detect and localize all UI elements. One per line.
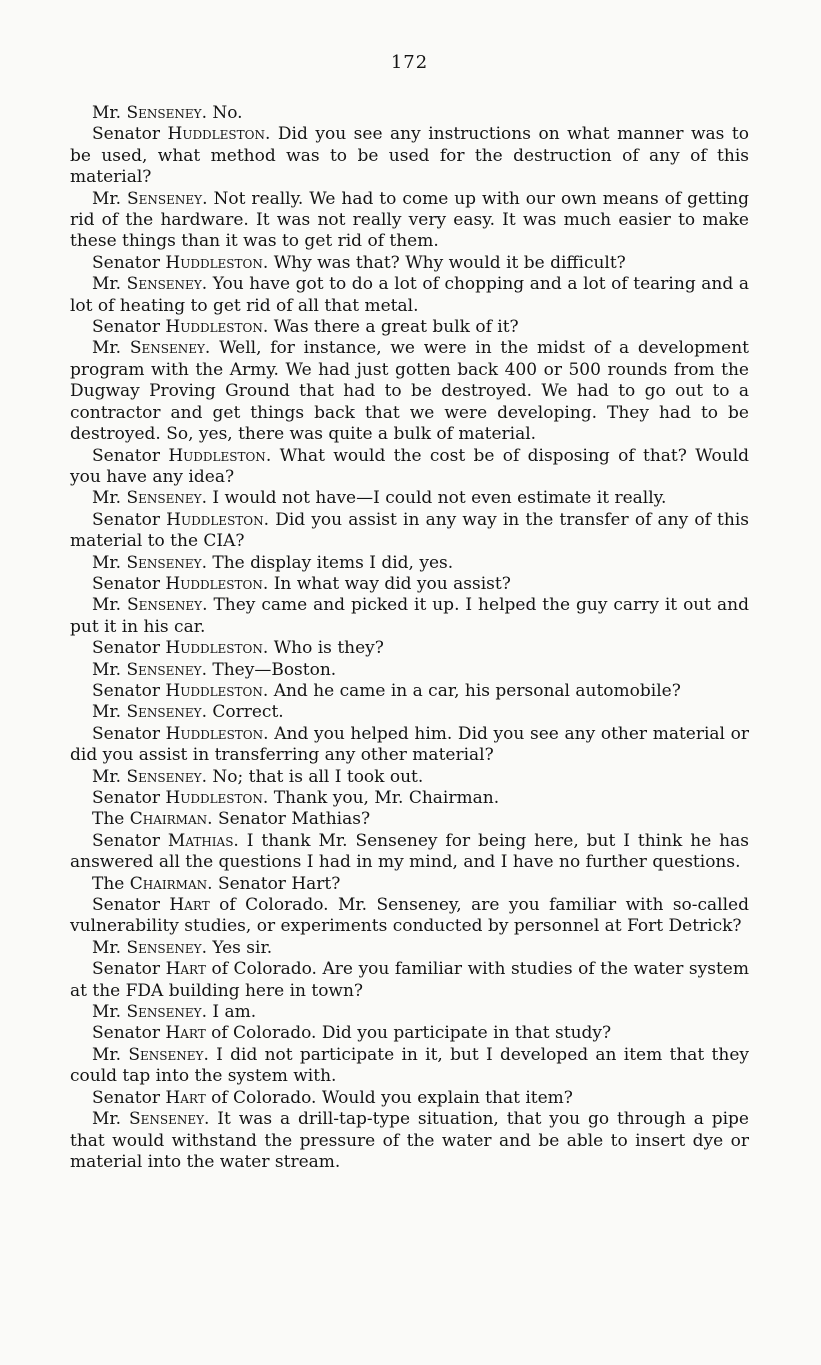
speaker-suffix: . (201, 702, 213, 723)
speaker-name: Huddleston (166, 509, 264, 530)
speaker-prefix: Mr. (92, 766, 127, 787)
transcript-paragraph (70, 959, 749, 1002)
speaker-prefix: Senator (92, 959, 166, 980)
speaker-suffix: of Colorado. (205, 1087, 322, 1108)
transcript-paragraph (70, 553, 749, 574)
speech-text: They came and picked it up. I helped the guy carry it out and put it in his car. (70, 595, 749, 637)
speaker-name: Senseney (126, 766, 202, 787)
transcript-paragraph (70, 595, 749, 638)
speaker-name: Senseney (126, 274, 202, 295)
speaker-suffix: . (207, 873, 218, 894)
transcript-paragraph (70, 1045, 749, 1088)
speaker-prefix: Mr. (92, 488, 127, 509)
speaker-prefix: Senator (92, 638, 166, 659)
speech-text: Senator Hart? (217, 873, 341, 894)
transcript-paragraph (70, 809, 749, 830)
transcript-paragraph (70, 1088, 749, 1109)
speaker-suffix: . (201, 274, 213, 295)
speaker-suffix: . (262, 638, 274, 659)
speaker-name: Huddleston (167, 124, 265, 145)
speaker-prefix: Senator (92, 830, 168, 851)
speaker-name: Huddleston (165, 252, 263, 273)
transcript-paragraph (70, 1109, 749, 1173)
speaker-suffix: . (202, 188, 214, 209)
speaker-suffix: . (264, 124, 278, 145)
speaker-name: Chairman (129, 873, 208, 894)
speech-text: Thank you, Mr. Chairman. (273, 788, 500, 808)
speaker-suffix: . (201, 659, 213, 680)
transcript-paragraph (70, 724, 749, 767)
transcript-paragraph (70, 1002, 749, 1023)
speaker-suffix: . (262, 680, 274, 701)
speaker-suffix: . (262, 788, 274, 808)
speaker-name: Senseney (128, 1044, 204, 1065)
transcript-paragraph (70, 660, 749, 681)
speaker-name: Hart (165, 1087, 206, 1108)
speech-text: And you helped him. Did you see any other material or did you assist in transferring any other material? (70, 723, 750, 766)
transcript-paragraph (70, 788, 749, 809)
speech-text: Did you assist in any way in the transfer of any of this material to the CIA? (70, 509, 750, 552)
speech-text: Senator Mathias? (217, 809, 371, 830)
speech-text: Was there a great bulk of it? (273, 317, 519, 338)
speech-text: What would the cost be of disposing of that? Would you have any idea? (70, 445, 750, 487)
speaker-name: Huddleston (165, 317, 263, 338)
speech-text: I did not participate in it, but I developed an item that they could tap into the system with. (70, 1044, 749, 1087)
transcript-paragraph (70, 874, 749, 895)
speaker-name: Mathias (167, 830, 234, 851)
speaker-name: Senseney (126, 103, 202, 123)
transcript-paragraph (70, 446, 749, 489)
speech-text: Why was that? Why would it be difficult? (273, 252, 626, 273)
speaker-name: Senseney (126, 937, 202, 958)
transcript-paragraph (70, 253, 749, 274)
transcript-paragraph (70, 1023, 749, 1044)
transcript-paragraph (70, 338, 749, 445)
speaker-name: Senseney (127, 188, 203, 209)
speech-text: The display items I did, yes. (212, 552, 454, 573)
speaker-prefix: Senator (92, 252, 166, 273)
speaker-prefix: The (92, 873, 130, 894)
speech-text: No. (212, 103, 243, 123)
speaker-suffix: . (262, 573, 274, 594)
speech-text: No; that is all I took out. (212, 766, 424, 787)
transcript-paragraph (70, 895, 749, 938)
transcript-paragraph (70, 831, 749, 874)
speech-text: You have got to do a lot of chopping and a lot of tearing and a lot of heating to get rid of all that metal. (70, 274, 749, 316)
transcript-paragraph (70, 938, 749, 959)
speech-text: Would you explain that item? (321, 1087, 573, 1108)
transcript-body (70, 103, 749, 1173)
speaker-prefix: Mr. (92, 188, 128, 209)
speaker-prefix: Mr. (92, 552, 127, 573)
speaker-prefix: Mr. (92, 595, 128, 616)
speech-text: They—Boston. (212, 659, 337, 680)
speaker-name: Huddleston (168, 445, 266, 466)
transcript-paragraph (70, 317, 749, 338)
speaker-suffix: . (233, 830, 247, 851)
speaker-name: Senseney (129, 338, 205, 359)
speaker-name: Huddleston (165, 573, 263, 594)
speaker-suffix: . (201, 1002, 213, 1023)
speech-text: Are you familiar with studies of the water system at the FDA building here in town? (70, 959, 749, 1001)
speech-text: In what way did you assist? (273, 573, 511, 594)
speaker-suffix: . (204, 338, 220, 359)
speaker-prefix: Mr. (92, 338, 130, 359)
speech-text: Well, for instance, we were in the midst of a development program with the Army. We had just gotten back 400 or 500 rounds from the Dugway Proving Ground that had to be destroyed. We had to go out to a contractor and get things back that we were developing. They had to be destroyed. So, yes, there was quite a bulk of material. (70, 338, 750, 445)
speaker-suffix: . (201, 103, 213, 123)
speech-text: Did you participate in that study? (321, 1023, 612, 1044)
speaker-prefix: Mr. (92, 103, 127, 123)
speaker-name: Senseney (126, 552, 202, 573)
speaker-suffix: of Colorado. (205, 1023, 322, 1044)
speech-text: Not really. We had to come up with our own means of getting rid of the hardware. It was not really very easy. It was much easier to make these things than it was to get rid of them. (70, 188, 749, 252)
speaker-name: Hart (165, 959, 206, 980)
speaker-prefix: Mr. (92, 1044, 129, 1065)
transcript-paragraph (70, 124, 749, 188)
speaker-prefix: Senator (92, 895, 170, 916)
speaker-prefix: Senator (92, 509, 167, 530)
speech-text: I would not have—I could not even estimate it really. (212, 488, 667, 509)
speaker-suffix: . (201, 937, 213, 958)
speech-text: I thank Mr. Senseney for being here, but I think he has answered all the questions I had in my mind, and I have no further questions. (70, 830, 749, 873)
speech-text: Who is they? (273, 638, 384, 659)
speaker-suffix: . (201, 766, 213, 787)
speaker-name: Hart (169, 895, 210, 916)
transcript-paragraph (70, 702, 749, 723)
speaker-prefix: Senator (92, 1087, 166, 1108)
transcript-paragraph (70, 189, 749, 253)
transcript-paragraph (70, 488, 749, 509)
speaker-prefix: Senator (92, 573, 166, 594)
speaker-prefix: Senator (92, 723, 166, 744)
speaker-suffix: . (203, 1044, 217, 1065)
speaker-suffix: . (262, 252, 274, 273)
transcript-paragraph (70, 103, 749, 124)
transcript-paragraph (70, 638, 749, 659)
speaker-suffix: . (202, 595, 214, 616)
speaker-prefix: Mr. (92, 1109, 129, 1130)
speaker-suffix: . (265, 445, 280, 466)
speaker-name: Huddleston (165, 638, 263, 659)
speech-text: Yes sir. (212, 937, 273, 958)
speaker-name: Huddleston (165, 788, 263, 808)
speech-text: Mr. Senseney, are you familiar with so-called vulnerability studies, or experiments conducted by personnel at Fort Detrick? (70, 895, 749, 937)
speaker-prefix: Mr. (92, 1002, 127, 1023)
speaker-suffix: . (201, 488, 213, 509)
speaker-name: Senseney (126, 702, 202, 723)
speaker-name: Senseney (126, 1002, 202, 1023)
speaker-suffix: of Colorado. (209, 895, 338, 916)
transcript-paragraph (70, 574, 749, 595)
speaker-prefix: Mr. (92, 659, 127, 680)
speech-text: And he came in a car, his personal automobile? (273, 680, 681, 701)
transcript-paragraph (70, 767, 749, 788)
speech-text: I am. (212, 1002, 257, 1023)
speaker-name: Senseney (127, 595, 203, 616)
speaker-name: Hart (165, 1023, 206, 1044)
speaker-prefix: Mr. (92, 274, 127, 295)
speaker-name: Senseney (126, 488, 202, 509)
speaker-name: Senseney (126, 659, 202, 680)
speaker-prefix: Senator (92, 680, 166, 701)
speaker-prefix: Senator (92, 1023, 166, 1044)
speaker-prefix: Senator (92, 788, 166, 808)
speaker-suffix: . (204, 1109, 218, 1130)
transcript-paragraph (70, 510, 749, 553)
speaker-name: Senseney (128, 1109, 205, 1130)
speech-text: It was a drill-tap-type situation, that you go through a pipe that would withstand the pressure of the water and be able to insert dye or material into the water stream. (70, 1109, 749, 1172)
speaker-name: Huddleston (165, 680, 263, 701)
transcript-paragraph (70, 274, 749, 317)
speaker-name: Huddleston (165, 723, 264, 744)
speech-text: Did you see any instructions on what manner was to be used, what method was to be used for the destruction of any of this material? (70, 124, 749, 188)
speaker-suffix: . (263, 723, 275, 744)
transcript-paragraph (70, 681, 749, 702)
speaker-prefix: The (92, 809, 130, 830)
page-number: 172 (390, 52, 429, 73)
speaker-suffix: . (207, 809, 218, 830)
speaker-suffix: . (201, 552, 213, 573)
speaker-prefix: Mr. (92, 702, 127, 723)
speaker-prefix: Senator (92, 124, 168, 145)
speaker-prefix: Senator (92, 445, 169, 466)
speech-text: Correct. (212, 702, 284, 723)
speaker-suffix: . (262, 317, 274, 338)
speaker-name: Chairman (129, 809, 208, 830)
speaker-prefix: Mr. (92, 937, 127, 958)
speaker-suffix: of Colorado. (205, 959, 323, 980)
speaker-suffix: . (263, 509, 276, 530)
speaker-prefix: Senator (92, 317, 166, 338)
